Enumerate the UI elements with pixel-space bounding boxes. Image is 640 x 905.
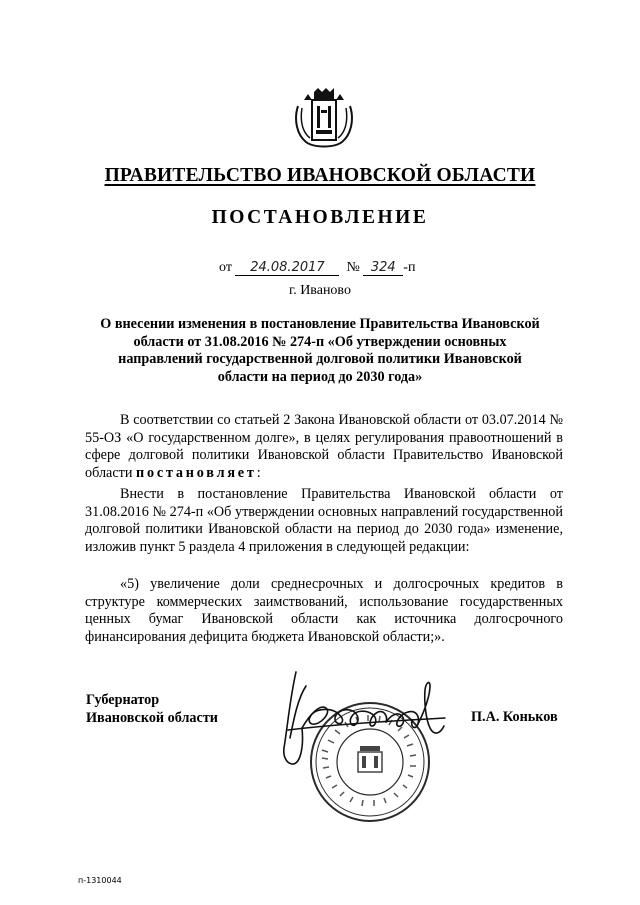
handwritten-number: 324 bbox=[363, 261, 403, 276]
governor-name: П.А. Коньков bbox=[471, 709, 558, 725]
paragraph-1-end: : bbox=[256, 464, 261, 481]
document-code: п-1310044 bbox=[78, 876, 122, 885]
date-prefix: от bbox=[219, 260, 232, 275]
body-paragraph-2: Внести в постановление Правительства Ивановской области от 31.08.2016 № 274-п «Об утверждении основных направлений государственной долговой политики Ивановской области на период до 2030 года» изменение, изложив пункт 5 раздела 4 приложения в следующей редакции: bbox=[85, 486, 563, 555]
decree-word: постановляет bbox=[135, 464, 257, 481]
document-type: ПОСТАНОВЛЕНИЕ bbox=[211, 207, 429, 228]
number-sign: № bbox=[346, 260, 360, 275]
government-title: ПРАВИТЕЛЬСТВО ИВАНОВСКОЙ ОБЛАСТИ bbox=[104, 165, 536, 186]
handwritten-date: 24.08.2017 bbox=[235, 261, 339, 276]
handwritten-signature bbox=[280, 668, 455, 768]
city: г. Иваново bbox=[289, 283, 351, 298]
paragraph-1-text: В соответствии со статьей 2 Закона Ивановской области от 03.07.2014 № 55-ОЗ «О государственном долге», в целях регулирования правоотношений в сфере долговой политики Ивановской области Правительство Ивановской области bbox=[85, 412, 563, 481]
body-paragraph-1 bbox=[85, 412, 563, 482]
governor-title bbox=[86, 692, 218, 727]
date-number-line bbox=[219, 260, 415, 276]
coat-of-arms-emblem bbox=[292, 88, 356, 152]
governor-title-line-1: Губернатор bbox=[86, 692, 160, 708]
body-paragraph-3: «5) увеличение доли среднесрочных и долгосрочных кредитов в структуре коммерческих заимствований, использование государственных ценных бумаг Ивановской области как источника долгосрочного финансирования дефицита бюджета Ивановской области;». bbox=[85, 576, 563, 645]
document-subject: О внесении изменения в постановление Правительства Ивановской области от 31.08.2016 № 274-п «Об утверждении основных направлений государственной долговой политики Ивановской области на период до 2030 года» bbox=[100, 316, 540, 385]
governor-title-line-2: Ивановской области bbox=[86, 709, 218, 726]
number-suffix: -п bbox=[403, 260, 416, 275]
